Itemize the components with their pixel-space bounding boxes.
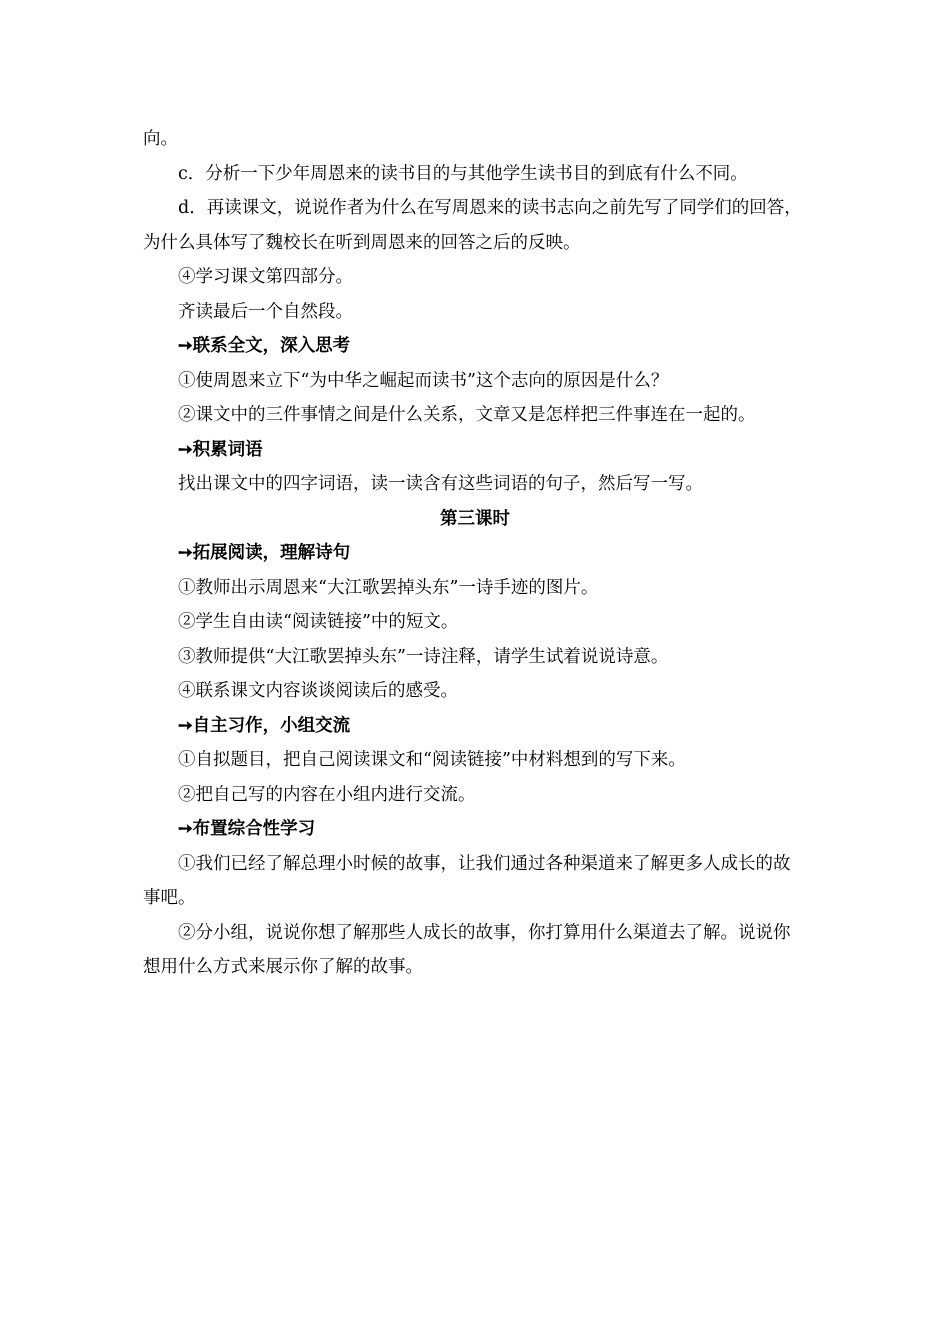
section-heading: ➙自主习作，小组交流: [178, 715, 351, 736]
paragraph: 向。: [143, 129, 178, 149]
paragraph: ②课文中的三件事情之间是什么关系，文章又是怎样把三件事连在一起的。: [178, 405, 756, 425]
section-heading: ➙拓展阅读，理解诗句: [178, 543, 351, 563]
paragraph: ②把自己写的内容在小组内进行交流。: [178, 784, 476, 805]
section-heading: ➙布置综合性学习: [178, 819, 316, 839]
lesson-title: 第三课时: [440, 508, 510, 529]
paragraph: 齐读最后一个自然段。: [178, 301, 353, 322]
paragraph: ③教师提供“大江歌罢掉头东”一诗注释，请学生试着说说诗意。: [178, 646, 669, 667]
paragraph: ①使周恩来立下“为中华之崛起而读书”这个志向的原因是什么？: [178, 370, 669, 391]
paragraph: ①我们已经了解总理小时候的故事，让我们通过各种渠道来了解更多人成长的故事吧。: [143, 853, 791, 908]
paragraph: ①自拟题目，把自己阅读课文和“阅读链接”中材料想到的写下来。: [178, 750, 686, 770]
paragraph: ④联系课文内容谈谈阅读后的感受。: [178, 681, 458, 701]
section-heading: ➙积累词语: [178, 439, 263, 460]
paragraph: ①教师出示周恩来“大江歌罢掉头东”一诗手迹的图片。: [178, 577, 599, 598]
paragraph: 找出课文中的四字词语，读一读含有这些词语的句子，然后写一写。: [178, 474, 703, 494]
paragraph: ②分小组，说说你想了解那些人成长的故事，你打算用什么渠道去了解。说说你想用什么方式来展示你了解的故事。: [143, 922, 791, 977]
section-heading: ➙联系全文，深入思考: [178, 336, 351, 356]
paragraph: ②学生自由读“阅读链接”中的短文。: [178, 612, 459, 632]
paragraph: d．再读课文，说说作者为什么在写周恩来的读书志向之前先写了同学们的回答，为什么具体写了魏校长在听到周恩来的回答之后的反映。: [143, 198, 802, 253]
paragraph: ④学习课文第四部分。: [178, 267, 353, 287]
paragraph: c．分析一下少年周恩来的读书目的与其他学生读书目的到底有什么不同。: [178, 163, 748, 184]
